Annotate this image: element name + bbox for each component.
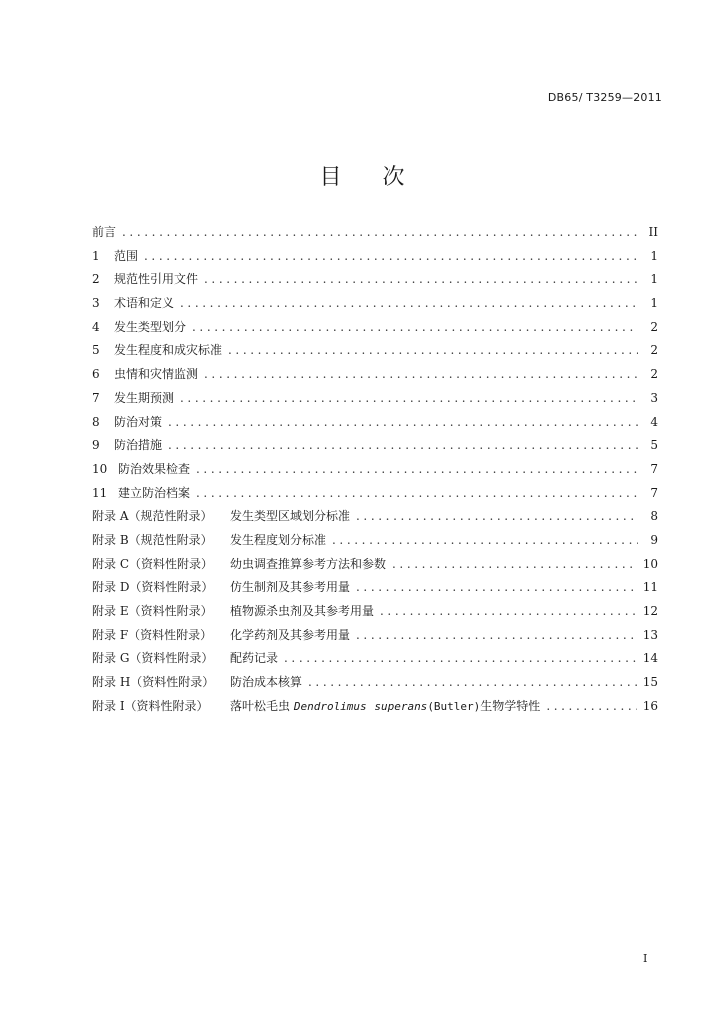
toc-entry-page: 15 [642, 675, 658, 690]
toc-entry[interactable] [92, 671, 658, 695]
toc-entry-label [92, 695, 540, 719]
toc-entry-text: 发生程度划分标准 [230, 532, 327, 547]
toc-entry-page: 2 [650, 367, 658, 382]
toc-entry-number: 11 [92, 485, 108, 500]
toc-entry-label [92, 600, 374, 624]
toc-leader-dots [284, 647, 637, 671]
table-of-contents [92, 221, 658, 718]
toc-entry-label [92, 221, 116, 245]
toc-entry[interactable] [92, 268, 658, 292]
toc-entry-text: 范围 [114, 248, 139, 263]
toc-entry-page: 10 [642, 556, 658, 571]
toc-entry[interactable] [92, 695, 658, 719]
toc-leader-dots [144, 245, 638, 269]
toc-entry-text: 发生类型区域划分标准 [230, 509, 351, 524]
toc-entry-label [92, 363, 198, 387]
toc-entry-number: 2 [92, 272, 100, 287]
toc-entry[interactable] [92, 624, 658, 648]
toc-entry-label [92, 624, 350, 648]
toc-entry[interactable] [92, 316, 658, 340]
toc-entry-text: 落叶松毛虫 [230, 698, 294, 713]
toc-entry-label [92, 458, 190, 482]
toc-entry-label [92, 292, 174, 316]
standard-code: DB65/ T3259—2011 [547, 91, 662, 104]
genus-name: Dendrolimus [293, 699, 367, 713]
toc-entry-number: 6 [92, 367, 100, 382]
toc-leader-dots [204, 268, 638, 292]
toc-entry-prefix: 附录 F（资料性附录） [92, 627, 213, 642]
toc-leader-dots [180, 292, 638, 316]
toc-entry-page: 5 [650, 438, 658, 453]
toc-entry-number: 9 [92, 438, 100, 453]
toc-entry-label [92, 434, 162, 458]
toc-entry-page: 1 [650, 272, 658, 287]
toc-entry-page: 12 [642, 604, 658, 618]
toc-entry-label [92, 316, 186, 340]
toc-leader-dots [204, 363, 638, 387]
toc-leader-dots [332, 529, 638, 553]
toc-appendix-entries [92, 505, 658, 695]
toc-entry-number: 10 [92, 461, 108, 476]
toc-entry-page: 11 [642, 580, 658, 595]
toc-entry[interactable] [92, 363, 658, 387]
toc-entry-page: 9 [650, 532, 658, 547]
toc-entry-text: 防治对策 [114, 414, 163, 429]
toc-entry-label [92, 671, 302, 695]
toc-entry-page: 2 [650, 343, 658, 358]
toc-leader-dots [180, 387, 638, 411]
toc-entry-text: 防治成本核算 [230, 675, 303, 690]
toc-entry-page: 4 [650, 414, 658, 429]
toc-entry-text: 术语和定义 [114, 296, 175, 311]
toc-entry[interactable] [92, 411, 658, 435]
toc-entry-label [92, 387, 174, 411]
toc-entry-page: 1 [650, 296, 658, 311]
toc-entry-text: 前言 [92, 225, 117, 239]
toc-entry[interactable] [92, 647, 658, 671]
toc-entry-text: 仿生制剂及其参考用量 [230, 580, 351, 595]
toc-entry-number: 8 [92, 414, 100, 429]
toc-leader-dots [192, 316, 638, 340]
toc-entry-number: 7 [92, 390, 100, 405]
page-title: 目 次 [319, 165, 405, 190]
toc-leader-dots [228, 339, 638, 363]
toc-entry-text: 建立防治档案 [118, 485, 191, 500]
toc-entry-prefix: 附录 I（资料性附录） [92, 698, 209, 713]
toc-entry-text: 化学药剂及其参考用量 [230, 627, 351, 642]
toc-entry-page: II [648, 225, 658, 239]
toc-entry-page: 13 [642, 627, 658, 642]
toc-entry-text-suffix: 生物学特性 [480, 698, 541, 713]
toc-entry-page: 7 [650, 461, 658, 476]
toc-entry-label [92, 576, 350, 600]
toc-leader-dots [168, 434, 638, 458]
toc-entry-text: 配药记录 [230, 651, 279, 666]
toc-entry-page: 1 [650, 248, 658, 263]
toc-entry[interactable] [92, 292, 658, 316]
toc-entry-label [92, 268, 198, 292]
toc-entry-prefix: 附录 A（规范性附录） [92, 509, 213, 524]
author-name: (Butler) [427, 699, 481, 713]
species-name: superans [374, 699, 428, 713]
toc-entry[interactable] [92, 576, 658, 600]
toc-leader-dots [380, 600, 637, 624]
toc-entry-number: 3 [92, 296, 100, 311]
toc-entry[interactable] [92, 482, 658, 506]
toc-entry-prefix: 附录 E（资料性附录） [92, 604, 213, 618]
toc-entry[interactable] [92, 458, 658, 482]
toc-leader-dots [356, 624, 637, 648]
toc-entry-label [92, 553, 386, 577]
toc-entry-page: 16 [642, 698, 658, 713]
toc-entry-number: 5 [92, 343, 100, 358]
toc-entry-page: 8 [650, 509, 658, 524]
toc-entry-text: 发生期预测 [114, 390, 175, 405]
toc-leader-dots [308, 671, 637, 695]
toc-entry[interactable] [92, 339, 658, 363]
toc-leader-dots [546, 695, 636, 719]
toc-leader-dots [356, 505, 638, 529]
toc-entry-page: 14 [642, 651, 658, 666]
toc-entry-text: 发生程度和成灾标准 [114, 343, 223, 358]
toc-entry[interactable] [92, 553, 658, 577]
toc-entry-page: 3 [650, 390, 658, 405]
toc-entry-text: 幼虫调查推算参考方法和参数 [230, 556, 387, 571]
toc-entry-label [92, 339, 222, 363]
page-number: I [643, 952, 648, 965]
toc-entry-text: 虫情和灾情监测 [114, 367, 199, 382]
toc-leader-dots [168, 411, 638, 435]
toc-entry-text: 防治效果检查 [118, 461, 191, 476]
toc-entry-label [92, 411, 162, 435]
toc-entry-label [92, 505, 350, 529]
toc-entry[interactable] [92, 221, 658, 245]
toc-leader-dots [122, 221, 638, 245]
toc-entry[interactable] [92, 529, 658, 553]
toc-entry[interactable] [92, 600, 658, 624]
toc-entry-number: 4 [92, 319, 100, 334]
toc-entry-text: 植物源杀虫剂及其参考用量 [230, 604, 375, 618]
toc-entry-page: 2 [650, 319, 658, 334]
toc-entry-text: 发生类型划分 [114, 319, 187, 334]
toc-entry-text: 规范性引用文件 [114, 272, 199, 287]
toc-entry[interactable] [92, 505, 658, 529]
toc-entry-prefix: 附录 H（资料性附录） [92, 675, 215, 690]
toc-entry-text: 防治措施 [114, 438, 163, 453]
toc-entry[interactable] [92, 245, 658, 269]
toc-entry-page: 7 [650, 485, 658, 500]
toc-entry-prefix: 附录 B（规范性附录） [92, 532, 213, 547]
toc-leader-dots [392, 553, 637, 577]
toc-entry[interactable] [92, 387, 658, 411]
toc-entry-prefix: 附录 G（资料性附录） [92, 651, 214, 666]
toc-entry-label [92, 482, 190, 506]
toc-main-entries [92, 221, 658, 505]
toc-leader-dots [356, 576, 637, 600]
toc-entry-label [92, 647, 278, 671]
toc-entry[interactable] [92, 434, 658, 458]
toc-entry-label [92, 529, 326, 553]
toc-entry-prefix: 附录 D（资料性附录） [92, 580, 214, 595]
toc-leader-dots [196, 482, 638, 506]
toc-leader-dots [196, 458, 638, 482]
toc-entry-label [92, 245, 138, 269]
toc-entry-prefix: 附录 C（资料性附录） [92, 556, 213, 571]
toc-entry-number: 1 [92, 248, 100, 263]
